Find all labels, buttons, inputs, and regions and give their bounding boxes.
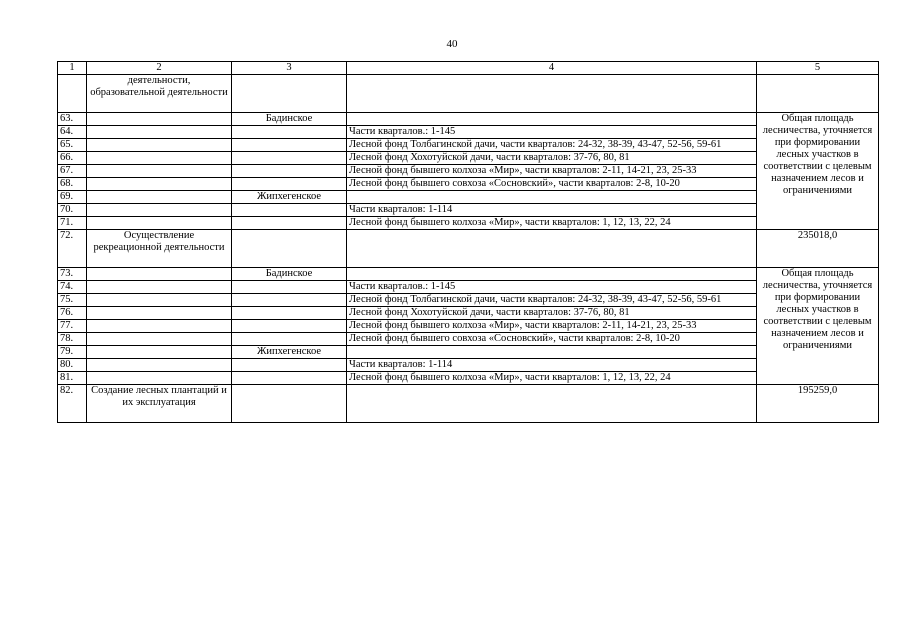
row-number: 70. — [58, 204, 87, 217]
table-row — [58, 191, 879, 204]
row-number: 78. — [58, 333, 87, 346]
table-row — [58, 152, 879, 165]
table-row — [58, 165, 879, 178]
location-cell: Лесной фонд бывшего колхоза «Мир», части кварталов: 2-11, 14-21, 23, 25-33 — [347, 320, 757, 333]
location-cell: Лесной фонд бывшего колхоза «Мир», части кварталов: 1, 12, 13, 22, 24 — [347, 372, 757, 385]
row-number — [58, 75, 87, 113]
forestry-cell — [232, 281, 347, 294]
activity-cell — [87, 204, 232, 217]
table-row — [58, 346, 879, 359]
forestry-cell: Жипхегенское — [232, 346, 347, 359]
location-cell — [347, 75, 757, 113]
row-number: 68. — [58, 178, 87, 191]
table-row — [58, 320, 879, 333]
forestry-cell — [232, 217, 347, 230]
row-number: 67. — [58, 165, 87, 178]
activity-cell — [87, 139, 232, 152]
table-row — [58, 359, 879, 372]
activity-cell — [87, 126, 232, 139]
table-row — [58, 230, 879, 268]
activity-cell — [87, 294, 232, 307]
table-row — [58, 139, 879, 152]
activity-cell — [87, 191, 232, 204]
forestry-cell: Жипхегенское — [232, 191, 347, 204]
location-cell: Лесной фонд Хохотуйской дачи, части кварталов: 37-76, 80, 81 — [347, 307, 757, 320]
location-cell — [347, 230, 757, 268]
row-number: 80. — [58, 359, 87, 372]
area-cell — [757, 75, 879, 113]
row-number: 76. — [58, 307, 87, 320]
table-row — [58, 75, 879, 113]
forestry-cell — [232, 139, 347, 152]
activity-cell — [87, 268, 232, 281]
table-row — [58, 372, 879, 385]
row-number: 69. — [58, 191, 87, 204]
header-col-5: 5 — [757, 62, 879, 75]
forestry-cell — [232, 372, 347, 385]
forestry-cell — [232, 126, 347, 139]
row-number: 81. — [58, 372, 87, 385]
forest-use-table — [57, 61, 879, 423]
table-row — [58, 294, 879, 307]
location-cell: Части кварталов: 1-114 — [347, 359, 757, 372]
row-number: 79. — [58, 346, 87, 359]
forestry-cell — [232, 385, 347, 423]
activity-cell — [87, 320, 232, 333]
row-number: 63. — [58, 113, 87, 126]
activity-cell — [87, 307, 232, 320]
location-cell: Части кварталов.: 1-145 — [347, 126, 757, 139]
activity-cell — [87, 281, 232, 294]
activity-cell — [87, 372, 232, 385]
activity-cell — [87, 152, 232, 165]
forestry-cell — [232, 307, 347, 320]
header-col-1: 1 — [58, 62, 87, 75]
forestry-cell — [232, 359, 347, 372]
area-note-cell: Общая площадь лесничества, уточняется при формировании лесных участков в соответствии с целевым назначением лесов и ограничениями — [757, 113, 879, 230]
location-cell: Части кварталов: 1-114 — [347, 204, 757, 217]
table-row — [58, 178, 879, 191]
location-cell: Лесной фонд Хохотуйской дачи, части кварталов: 37-76, 80, 81 — [347, 152, 757, 165]
row-number: 66. — [58, 152, 87, 165]
row-number: 75. — [58, 294, 87, 307]
location-cell: Лесной фонд бывшего совхоза «Сосновский», части кварталов: 2-8, 10-20 — [347, 178, 757, 191]
forestry-cell — [232, 333, 347, 346]
table-row — [58, 113, 879, 126]
activity-cell — [87, 346, 232, 359]
activity-cell — [87, 113, 232, 126]
forestry-cell — [232, 294, 347, 307]
location-cell — [347, 385, 757, 423]
table-row — [58, 268, 879, 281]
row-number: 65. — [58, 139, 87, 152]
area-value-cell: 195259,0 — [757, 385, 879, 423]
forestry-cell — [232, 320, 347, 333]
table-row — [58, 281, 879, 294]
forestry-cell: Бадинское — [232, 268, 347, 281]
table-row — [58, 307, 879, 320]
location-cell: Лесной фонд Толбагинской дачи, части кварталов: 24-32, 38-39, 43-47, 52-56, 59-61 — [347, 294, 757, 307]
row-number: 73. — [58, 268, 87, 281]
forestry-cell — [232, 178, 347, 191]
forestry-cell — [232, 152, 347, 165]
activity-cell — [87, 359, 232, 372]
table-row — [58, 385, 879, 423]
row-number: 74. — [58, 281, 87, 294]
activity-cell: Создание лесных плантаций и их эксплуатация — [87, 385, 232, 423]
table-row — [58, 204, 879, 217]
table-row — [58, 333, 879, 346]
location-cell: Лесной фонд бывшего совхоза «Сосновский», части кварталов: 2-8, 10-20 — [347, 333, 757, 346]
activity-cell — [87, 178, 232, 191]
location-cell — [347, 268, 757, 281]
location-cell: Лесной фонд бывшего колхоза «Мир», части кварталов: 2-11, 14-21, 23, 25-33 — [347, 165, 757, 178]
row-number: 82. — [58, 385, 87, 423]
forestry-cell — [232, 75, 347, 113]
location-cell — [347, 346, 757, 359]
table-row — [58, 217, 879, 230]
header-row — [58, 62, 879, 75]
forestry-cell — [232, 204, 347, 217]
row-number: 71. — [58, 217, 87, 230]
activity-cell — [87, 165, 232, 178]
activity-cell — [87, 217, 232, 230]
header-col-3: 3 — [232, 62, 347, 75]
row-number: 64. — [58, 126, 87, 139]
activity-cell — [87, 333, 232, 346]
location-cell: Лесной фонд бывшего колхоза «Мир», части кварталов: 1, 12, 13, 22, 24 — [347, 217, 757, 230]
activity-cell: деятельности, образовательной деятельности — [87, 75, 232, 113]
location-cell — [347, 191, 757, 204]
location-cell: Лесной фонд Толбагинской дачи, части кварталов: 24-32, 38-39, 43-47, 52-56, 59-61 — [347, 139, 757, 152]
forestry-cell — [232, 230, 347, 268]
area-note-cell: Общая площадь лесничества, уточняется при формировании лесных участков в соответствии с целевым назначением лесов и ограничениями — [757, 268, 879, 385]
header-col-4: 4 — [347, 62, 757, 75]
location-cell — [347, 113, 757, 126]
activity-cell: Осуществление рекреационной деятельности — [87, 230, 232, 268]
table-row — [58, 126, 879, 139]
forestry-cell — [232, 165, 347, 178]
row-number: 77. — [58, 320, 87, 333]
forestry-cell: Бадинское — [232, 113, 347, 126]
location-cell: Части кварталов.: 1-145 — [347, 281, 757, 294]
row-number: 72. — [58, 230, 87, 268]
page-number: 40 — [446, 38, 458, 50]
area-value-cell: 235018,0 — [757, 230, 879, 268]
header-col-2: 2 — [87, 62, 232, 75]
